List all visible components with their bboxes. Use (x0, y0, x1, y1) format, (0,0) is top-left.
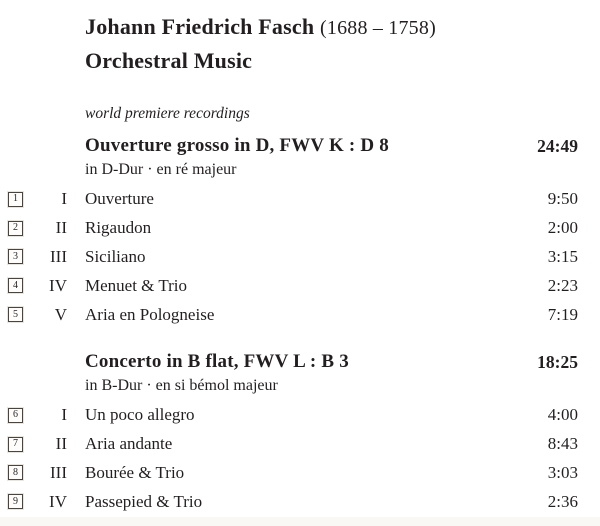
work-subtitle: in B-Dur · en si bémol majeur (85, 376, 278, 394)
track-duration: 7:19 (547, 304, 578, 324)
movement-numeral: II (55, 434, 67, 454)
track-row (0, 214, 578, 243)
track-number-box (8, 192, 23, 207)
track-number: 3 (13, 250, 18, 262)
work-subtitle-row (0, 375, 578, 396)
movement-numeral: V (54, 304, 67, 324)
premiere-note: world premiere recordings (85, 105, 250, 122)
track-number: 1 (13, 193, 18, 205)
track-number-box (8, 221, 23, 236)
track-number-cell (0, 192, 30, 207)
movement-numeral: I (61, 405, 67, 425)
track-title: Ouverture (85, 189, 154, 209)
movement-numeral: IV (49, 491, 67, 511)
track-duration: 9:50 (547, 189, 578, 209)
work-total-duration: 18:25 (537, 351, 578, 372)
track-list (0, 401, 578, 516)
track-number-box (8, 494, 23, 509)
track-title: Passepied & Trio (85, 491, 203, 511)
work-total-duration: 24:49 (537, 136, 578, 156)
track-row (0, 487, 578, 516)
track-duration: 4:00 (547, 405, 578, 425)
track-row (0, 430, 578, 459)
track-duration: 2:23 (547, 275, 578, 295)
track-number-cell (0, 249, 30, 264)
track-list (0, 185, 578, 329)
track-number-box (8, 278, 23, 293)
track-row (0, 401, 578, 430)
work-subtitle-row (0, 159, 578, 180)
track-row (0, 185, 578, 214)
composer-name: Johann Friedrich Fasch (85, 14, 315, 39)
track-row (0, 459, 578, 488)
works (0, 133, 578, 516)
work-section (0, 133, 578, 329)
work-heading-row (0, 349, 578, 375)
composer-dates: (1688 – 1758) (320, 17, 436, 39)
track-row (0, 243, 578, 272)
track-number-cell (0, 278, 30, 293)
track-number: 7 (13, 438, 18, 450)
track-number-cell (0, 307, 30, 322)
movement-numeral: III (50, 246, 67, 266)
album-title: Orchestral Music (85, 48, 253, 73)
track-number-cell (0, 437, 30, 452)
track-duration: 8:43 (547, 434, 578, 454)
track-number: 6 (13, 409, 18, 421)
track-number-cell (0, 465, 30, 480)
track-duration: 3:15 (547, 246, 578, 266)
track-number-box (8, 437, 23, 452)
track-title: Aria andante (85, 434, 173, 454)
track-number-box (8, 465, 23, 480)
work-title: Ouverture grosso in D, FWV K : D 8 (85, 135, 389, 156)
movement-numeral: III (50, 462, 67, 482)
work-section (0, 349, 578, 516)
track-duration: 2:00 (547, 218, 578, 238)
track-number-box (8, 249, 23, 264)
track-number: 8 (13, 466, 18, 478)
track-title: Un poco allegro (85, 405, 195, 425)
track-number: 5 (13, 308, 18, 320)
track-number: 2 (13, 222, 18, 234)
track-duration: 2:36 (547, 491, 578, 511)
movement-numeral: I (61, 189, 67, 209)
track-row (0, 271, 578, 300)
track-number-cell (0, 221, 30, 236)
track-number: 9 (13, 495, 18, 507)
track-title: Rigaudon (85, 218, 152, 238)
movement-numeral: II (55, 218, 67, 238)
track-number-box (8, 408, 23, 423)
movement-numeral: IV (49, 275, 67, 295)
track-title: Menuet & Trio (85, 275, 188, 295)
work-title: Concerto in B flat, FWV L : B 3 (85, 350, 349, 372)
track-row (0, 300, 578, 329)
album-header (85, 10, 578, 77)
composer-line (85, 10, 578, 45)
track-number-cell (0, 494, 30, 509)
track-number: 4 (13, 279, 18, 291)
track-title: Bourée & Trio (85, 462, 185, 482)
track-number-box (8, 307, 23, 322)
track-duration: 3:03 (547, 462, 578, 482)
track-title: Siciliano (85, 246, 146, 266)
work-subtitle: in D-Dur · en ré majeur (85, 161, 237, 178)
work-heading-row (0, 133, 578, 159)
track-number-cell (0, 408, 30, 423)
track-title: Aria en Pologneise (85, 304, 215, 324)
